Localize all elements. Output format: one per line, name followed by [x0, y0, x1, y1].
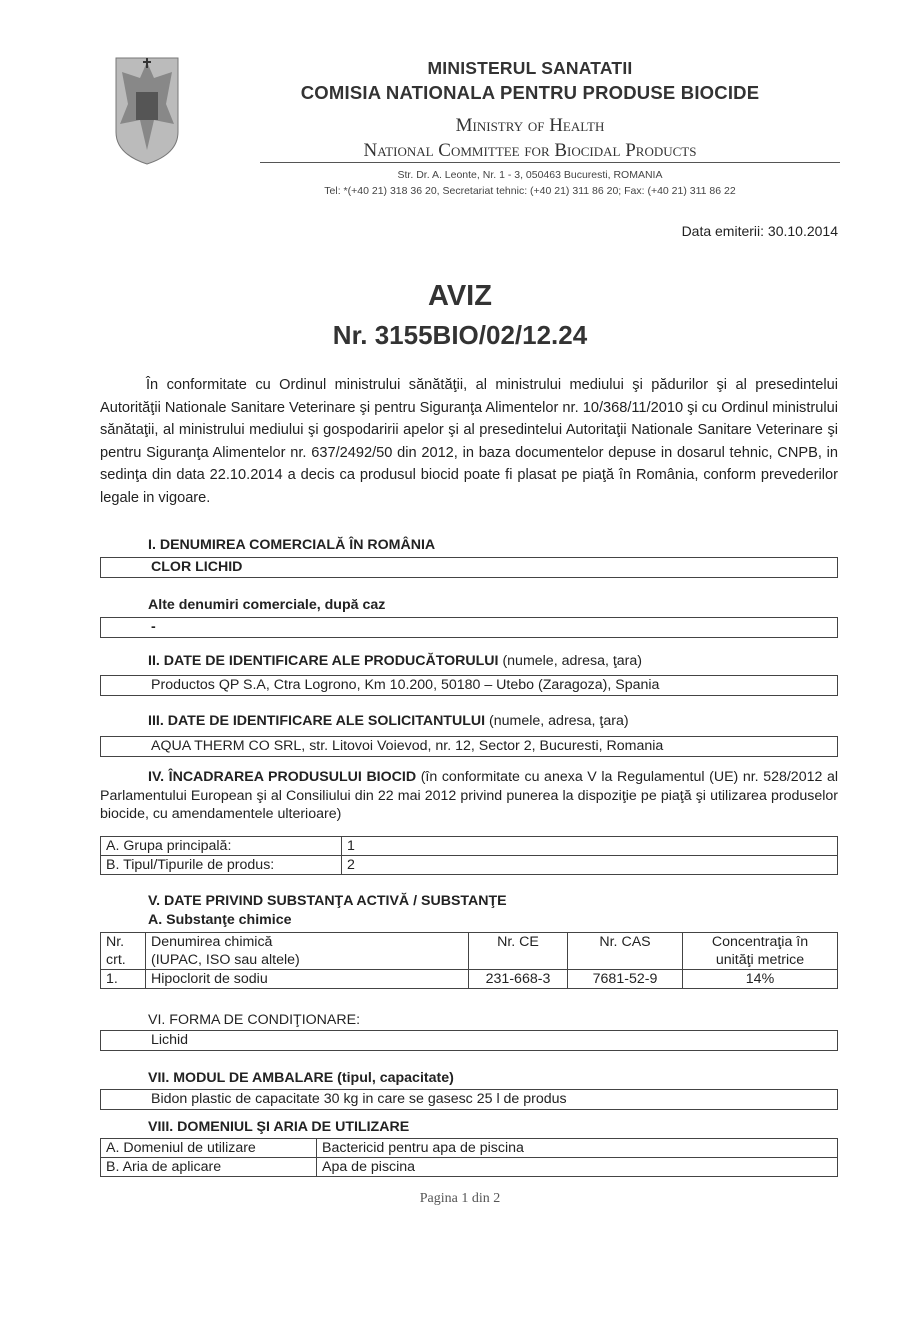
col-nr: Nr. — [106, 934, 125, 950]
romanian-coat-of-arms-logo — [114, 54, 180, 166]
section-4-heading — [100, 768, 838, 824]
section-2-note: (numele, adresa, ţara) — [498, 653, 643, 669]
packaging-box — [100, 1089, 838, 1110]
cell-conc: 14% — [683, 970, 838, 989]
section-6-title: VI. FORMA DE CONDIŢIONARE: — [148, 1012, 361, 1028]
applicant-box — [100, 736, 838, 757]
row-label: B. Tipul/Tipurile de produs: — [101, 856, 342, 875]
intro-paragraph: În conformitate cu Ordinul ministrului sănătăţii, al ministrului mediului şi pădurilor şi al presedintelui Autorităţii Nationale Sanitare Veterinare şi pentru Siguranţa Alimentelor nr. 10/368/11/2010 şi cu Ordinul ministrului sănătaţii, al ministrului mediului şi gospodaririi apelor şi al presedintelui Autoritaţii Nationale Sanitare Veterinare şi pentru Siguranţa Alimentelor nr. 637/2492/50 din 2012, in baza documentelor depuse in dosarul tehnic, CNPB, in sedinţa din data 22.10.2014 a decis ca produsul biocid poate fi plasat pe piaţă în România, conform prevederilor legale in vigoare. — [100, 377, 838, 506]
address: Str. Dr. A. Leonte, Nr. 1 - 3, 050463 Bucuresti, ROMANIA — [397, 169, 663, 181]
section-5-sub: A. Substanţe chimice — [148, 912, 292, 928]
section-1-title: I. DENUMIREA COMERCIALĂ ÎN ROMÂNIA — [148, 537, 436, 553]
section-2-heading — [148, 653, 642, 669]
row-value: 1 — [342, 837, 838, 856]
section-6-heading — [148, 1012, 360, 1028]
ministry-name-en: Ministry of Health — [455, 115, 605, 136]
col-name: Denumirea chimică — [151, 934, 273, 950]
table-row — [101, 1139, 838, 1158]
document-title: AVIZ — [428, 280, 492, 312]
row-value: Apa de piscina — [317, 1158, 838, 1177]
row-label: B. Aria de aplicare — [101, 1158, 317, 1177]
other-names-title: Alte denumiri comerciale, după caz — [148, 597, 386, 613]
section-7-title: VII. MODUL DE AMBALARE (tipul, capacitate) — [148, 1070, 454, 1086]
ministry-name: MINISTERUL SANATATII — [427, 58, 633, 78]
page-number: Pagina 1 din 2 — [419, 1191, 501, 1206]
commission-name-en: National Committee for Biocidal Products — [363, 140, 697, 161]
section-4-title: IV. ÎNCADRAREA PRODUSULUI BIOCID — [148, 769, 417, 785]
section-8-heading — [148, 1119, 409, 1135]
cell-cas: 7681-52-9 — [568, 970, 683, 989]
form-box — [100, 1030, 838, 1051]
substances-table — [100, 932, 838, 989]
col-conc-sub: unităţi metrice — [715, 952, 805, 968]
cell-nr: 1. — [101, 970, 146, 989]
producer: Productos QP S.A, Ctra Logrono, Km 10.200, 50180 – Utebo (Zaragoza), Spania — [151, 677, 660, 693]
section-1-heading — [148, 537, 435, 553]
table-row — [101, 837, 838, 856]
cell-name: Hipoclorit de sodiu — [146, 970, 469, 989]
classification-table — [100, 836, 838, 875]
row-value: Bactericid pentru apa de piscina — [317, 1139, 838, 1158]
col-crt: crt. — [106, 952, 126, 968]
col-name-sub: (IUPAC, ISO sau altele) — [151, 952, 300, 968]
other-names-box — [100, 617, 838, 638]
phones: Tel: *(+40 21) 318 36 20, Secretariat tehnic: (+40 21) 311 86 20; Fax: (+40 21) 311 86 22 — [324, 185, 736, 197]
issue-date: Data emiterii: 30.10.2014 — [681, 223, 838, 239]
section-5-title: V. DATE PRIVIND SUBSTANŢA ACTIVĂ / SUBSTANŢE — [148, 893, 507, 909]
col-ce: Nr. CE — [469, 933, 568, 970]
col-conc: Concentraţia în — [711, 934, 809, 950]
row-value: 2 — [342, 856, 838, 875]
packaging: Bidon plastic de capacitate 30 kg in care se gasesc 25 l de produs — [151, 1091, 567, 1107]
other-names-heading — [148, 597, 385, 613]
applicant: AQUA THERM CO SRL, str. Litovoi Voievod, nr. 12, Sector 2, Bucuresti, Romania — [151, 738, 664, 754]
section-2-title: II. DATE DE IDENTIFICARE ALE PRODUCĂTORULUI — [148, 653, 499, 669]
usage-table — [100, 1138, 838, 1177]
section-4-note: (în conformitate cu anexa V la Regulamentul (UE) nr. 528/2012 al Parlamentului European şi al Consiliului din 22 mai 2012 privind punerea la dispoziţie pe piaţă şi utilizarea produselor biocide, cu amendamentele ulterioare) — [100, 769, 838, 822]
col-cas: Nr. CAS — [568, 933, 683, 970]
commission-name: COMISIA NATIONALA PENTRU PRODUSE BIOCIDE — [300, 82, 760, 103]
cell-ce: 231-668-3 — [469, 970, 568, 989]
section-8-title: VIII. DOMENIUL ŞI ARIA DE UTILIZARE — [148, 1119, 410, 1135]
other-names: - — [151, 619, 156, 635]
table-header-row — [101, 933, 838, 970]
table-row — [101, 970, 838, 989]
section-7-heading — [148, 1070, 454, 1086]
trade-name-box — [100, 557, 838, 578]
trade-name: CLOR LICHID — [151, 559, 243, 575]
row-label: A. Grupa principală: — [101, 837, 342, 856]
row-label: A. Domeniul de utilizare — [101, 1139, 317, 1158]
document-number: Nr. 3155BIO/02/12.24 — [332, 320, 588, 350]
header-divider — [260, 162, 840, 163]
section-5-heading — [148, 893, 507, 909]
producer-box — [100, 675, 838, 696]
form: Lichid — [151, 1032, 189, 1048]
section-3-note: (numele, adresa, ţara) — [485, 713, 629, 729]
table-row — [101, 856, 838, 875]
table-row — [101, 1158, 838, 1177]
section-3-title: III. DATE DE IDENTIFICARE ALE SOLICITANTULUI — [148, 713, 486, 729]
section-3-heading — [148, 713, 629, 729]
section-5-subheading — [148, 912, 292, 928]
